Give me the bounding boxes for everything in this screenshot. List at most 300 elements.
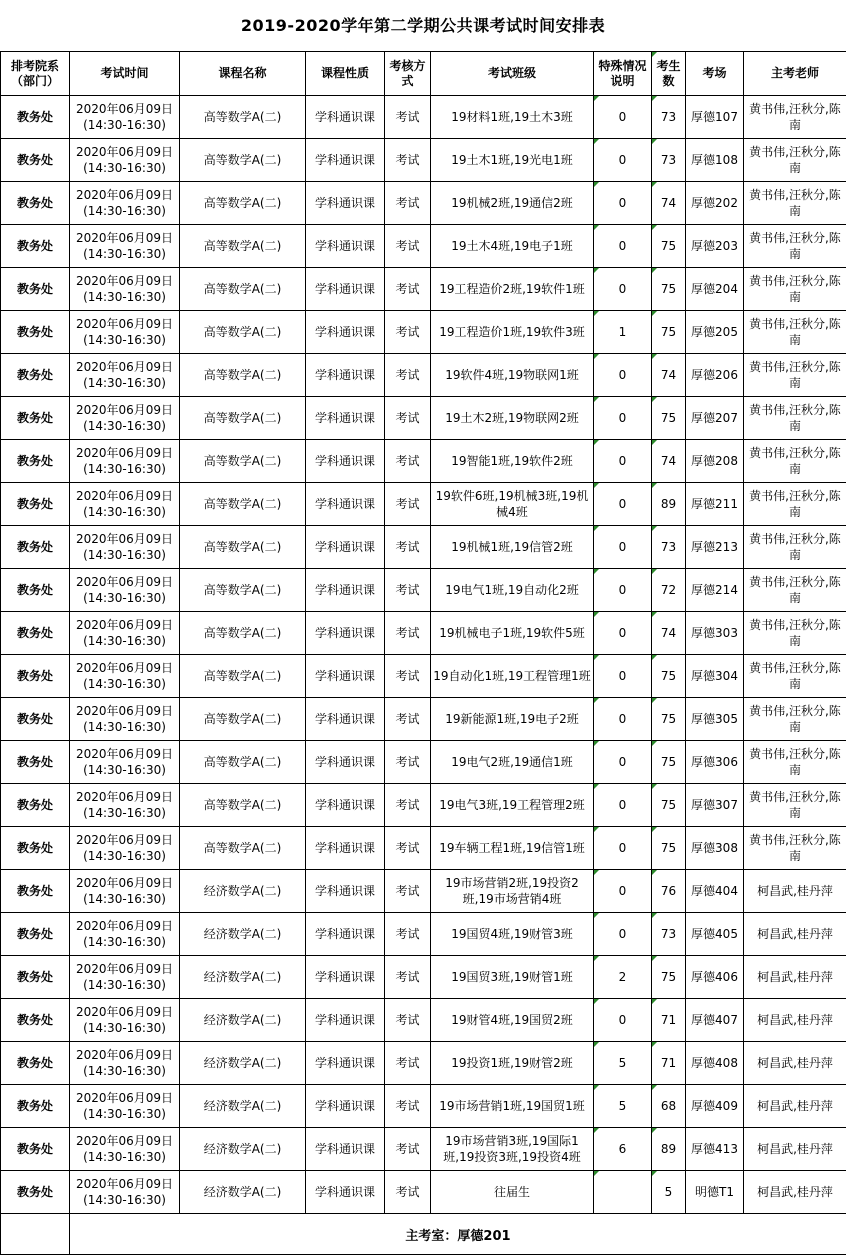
table-row — [1, 139, 846, 182]
cell-count: 89 — [652, 483, 686, 526]
cell-method: 考试 — [385, 741, 431, 784]
cell-dept: 教务处 — [1, 268, 70, 311]
table-row — [1, 96, 846, 139]
cell-room: 厚德208 — [686, 440, 744, 483]
cell-special: 0 — [594, 440, 652, 483]
cell-classes: 19工程造价1班,19软件3班 — [431, 311, 594, 354]
cell-course: 高等数学A(二) — [180, 612, 306, 655]
table-row — [1, 397, 846, 440]
cell-nature: 学科通识课 — [306, 913, 385, 956]
table-row — [1, 827, 846, 870]
cell-method: 考试 — [385, 1128, 431, 1171]
header-teacher: 主考老师 — [744, 52, 846, 96]
cell-time: 2020年06月09日 (14:30-16:30) — [70, 268, 180, 311]
cell-time: 2020年06月09日 (14:30-16:30) — [70, 1085, 180, 1128]
cell-classes: 19软件4班,19物联网1班 — [431, 354, 594, 397]
footer-row — [1, 1214, 846, 1255]
cell-method: 考试 — [385, 956, 431, 999]
cell-classes: 19国贸3班,19财管1班 — [431, 956, 594, 999]
cell-room: 厚德108 — [686, 139, 744, 182]
cell-special: 0 — [594, 96, 652, 139]
cell-room: 厚德407 — [686, 999, 744, 1042]
cell-classes: 19土木4班,19电子1班 — [431, 225, 594, 268]
header-course: 课程名称 — [180, 52, 306, 96]
cell-classes: 19软件6班,19机械3班,19机械4班 — [431, 483, 594, 526]
cell-nature: 学科通识课 — [306, 354, 385, 397]
cell-special: 0 — [594, 784, 652, 827]
cell-teacher: 柯昌武,桂丹萍 — [744, 913, 846, 956]
cell-method: 考试 — [385, 784, 431, 827]
cell-dept: 教务处 — [1, 612, 70, 655]
cell-classes: 19智能1班,19软件2班 — [431, 440, 594, 483]
cell-nature: 学科通识课 — [306, 139, 385, 182]
cell-special: 0 — [594, 354, 652, 397]
cell-method: 考试 — [385, 612, 431, 655]
cell-dept: 教务处 — [1, 1085, 70, 1128]
cell-room: 厚德307 — [686, 784, 744, 827]
cell-dept: 教务处 — [1, 698, 70, 741]
cell-count: 75 — [652, 827, 686, 870]
table-row — [1, 1042, 846, 1085]
cell-teacher: 柯昌武,桂丹萍 — [744, 999, 846, 1042]
cell-nature: 学科通识课 — [306, 612, 385, 655]
cell-course: 高等数学A(二) — [180, 268, 306, 311]
cell-time: 2020年06月09日 (14:30-16:30) — [70, 1128, 180, 1171]
table-row — [1, 1085, 846, 1128]
table-row — [1, 784, 846, 827]
cell-special: 5 — [594, 1042, 652, 1085]
cell-teacher: 黄书伟,汪秋分,陈南 — [744, 225, 846, 268]
table-row — [1, 483, 846, 526]
cell-time: 2020年06月09日 (14:30-16:30) — [70, 999, 180, 1042]
cell-time: 2020年06月09日 (14:30-16:30) — [70, 569, 180, 612]
cell-time: 2020年06月09日 (14:30-16:30) — [70, 354, 180, 397]
cell-time: 2020年06月09日 (14:30-16:30) — [70, 182, 180, 225]
header-dept: 排考院系（部门） — [1, 52, 70, 96]
cell-nature: 学科通识课 — [306, 268, 385, 311]
cell-teacher: 黄书伟,汪秋分,陈南 — [744, 440, 846, 483]
cell-room: 厚德206 — [686, 354, 744, 397]
cell-nature: 学科通识课 — [306, 569, 385, 612]
cell-teacher: 柯昌武,桂丹萍 — [744, 1171, 846, 1214]
cell-time: 2020年06月09日 (14:30-16:30) — [70, 784, 180, 827]
cell-teacher: 柯昌武,桂丹萍 — [744, 870, 846, 913]
table-row — [1, 440, 846, 483]
table-row — [1, 698, 846, 741]
cell-course: 高等数学A(二) — [180, 440, 306, 483]
cell-classes: 19机械电子1班,19软件5班 — [431, 612, 594, 655]
cell-room: 厚德207 — [686, 397, 744, 440]
cell-special: 0 — [594, 182, 652, 225]
cell-teacher: 柯昌武,桂丹萍 — [744, 956, 846, 999]
cell-teacher: 黄书伟,汪秋分,陈南 — [744, 612, 846, 655]
cell-course: 高等数学A(二) — [180, 655, 306, 698]
header-time: 考试时间 — [70, 52, 180, 96]
cell-nature: 学科通识课 — [306, 827, 385, 870]
cell-course: 高等数学A(二) — [180, 182, 306, 225]
cell-nature: 学科通识课 — [306, 96, 385, 139]
table-row — [1, 1128, 846, 1171]
cell-nature: 学科通识课 — [306, 741, 385, 784]
cell-nature: 学科通识课 — [306, 1042, 385, 1085]
cell-nature: 学科通识课 — [306, 784, 385, 827]
cell-course: 经济数学A(二) — [180, 1042, 306, 1085]
cell-dept: 教务处 — [1, 440, 70, 483]
cell-special: 6 — [594, 1128, 652, 1171]
cell-method: 考试 — [385, 569, 431, 612]
cell-dept: 教务处 — [1, 182, 70, 225]
cell-room: 厚德205 — [686, 311, 744, 354]
cell-teacher: 黄书伟,汪秋分,陈南 — [744, 354, 846, 397]
cell-dept: 教务处 — [1, 354, 70, 397]
cell-count: 75 — [652, 655, 686, 698]
cell-course: 高等数学A(二) — [180, 354, 306, 397]
cell-special: 0 — [594, 225, 652, 268]
cell-classes: 19财管4班,19国贸2班 — [431, 999, 594, 1042]
cell-nature: 学科通识课 — [306, 956, 385, 999]
cell-room: 厚德308 — [686, 827, 744, 870]
cell-dept: 教务处 — [1, 96, 70, 139]
table-row — [1, 225, 846, 268]
cell-classes: 19车辆工程1班,19信管1班 — [431, 827, 594, 870]
cell-course: 高等数学A(二) — [180, 569, 306, 612]
table-row — [1, 311, 846, 354]
cell-course: 高等数学A(二) — [180, 139, 306, 182]
cell-count: 5 — [652, 1171, 686, 1214]
cell-classes: 往届生 — [431, 1171, 594, 1214]
cell-special: 0 — [594, 655, 652, 698]
cell-time: 2020年06月09日 (14:30-16:30) — [70, 397, 180, 440]
cell-time: 2020年06月09日 (14:30-16:30) — [70, 440, 180, 483]
cell-special: 0 — [594, 999, 652, 1042]
cell-count: 73 — [652, 526, 686, 569]
cell-method: 考试 — [385, 397, 431, 440]
cell-course: 经济数学A(二) — [180, 1128, 306, 1171]
cell-nature: 学科通识课 — [306, 483, 385, 526]
cell-room: 厚德213 — [686, 526, 744, 569]
cell-special: 0 — [594, 698, 652, 741]
cell-teacher: 黄书伟,汪秋分,陈南 — [744, 182, 846, 225]
cell-count: 71 — [652, 999, 686, 1042]
cell-time: 2020年06月09日 (14:30-16:30) — [70, 956, 180, 999]
cell-course: 经济数学A(二) — [180, 999, 306, 1042]
cell-teacher: 黄书伟,汪秋分,陈南 — [744, 827, 846, 870]
cell-count: 72 — [652, 569, 686, 612]
cell-count: 71 — [652, 1042, 686, 1085]
cell-room: 明德T1 — [686, 1171, 744, 1214]
cell-method: 考试 — [385, 698, 431, 741]
header-method: 考核方式 — [385, 52, 431, 96]
cell-count: 74 — [652, 612, 686, 655]
cell-method: 考试 — [385, 268, 431, 311]
cell-method: 考试 — [385, 139, 431, 182]
cell-room: 厚德409 — [686, 1085, 744, 1128]
table-row — [1, 913, 846, 956]
cell-course: 高等数学A(二) — [180, 311, 306, 354]
cell-method: 考试 — [385, 526, 431, 569]
table-row — [1, 999, 846, 1042]
cell-special: 0 — [594, 569, 652, 612]
cell-teacher: 黄书伟,汪秋分,陈南 — [744, 268, 846, 311]
cell-special: 2 — [594, 956, 652, 999]
cell-classes: 19市场营销3班,19国际1班,19投资3班,19投资4班 — [431, 1128, 594, 1171]
cell-dept: 教务处 — [1, 913, 70, 956]
cell-count: 68 — [652, 1085, 686, 1128]
cell-count: 73 — [652, 913, 686, 956]
header-row — [1, 52, 846, 96]
cell-classes: 19自动化1班,19工程管理1班 — [431, 655, 594, 698]
cell-count: 75 — [652, 956, 686, 999]
cell-special: 0 — [594, 139, 652, 182]
table-row — [1, 526, 846, 569]
cell-method: 考试 — [385, 913, 431, 956]
table-body — [1, 96, 846, 1214]
cell-special: 0 — [594, 870, 652, 913]
cell-nature: 学科通识课 — [306, 1085, 385, 1128]
cell-count: 75 — [652, 311, 686, 354]
cell-dept: 教务处 — [1, 655, 70, 698]
cell-classes: 19电气1班,19自动化2班 — [431, 569, 594, 612]
cell-classes: 19土木1班,19光电1班 — [431, 139, 594, 182]
cell-count: 74 — [652, 182, 686, 225]
cell-special — [594, 1171, 652, 1214]
cell-special: 0 — [594, 268, 652, 311]
cell-room: 厚德405 — [686, 913, 744, 956]
cell-special: 0 — [594, 397, 652, 440]
cell-course: 高等数学A(二) — [180, 698, 306, 741]
cell-nature: 学科通识课 — [306, 526, 385, 569]
cell-classes: 19投资1班,19财管2班 — [431, 1042, 594, 1085]
cell-dept: 教务处 — [1, 784, 70, 827]
header-special: 特殊情况说明 — [594, 52, 652, 96]
cell-count: 89 — [652, 1128, 686, 1171]
cell-time: 2020年06月09日 (14:30-16:30) — [70, 698, 180, 741]
footer-cell — [70, 1214, 846, 1255]
cell-time: 2020年06月09日 (14:30-16:30) — [70, 139, 180, 182]
cell-method: 考试 — [385, 311, 431, 354]
cell-nature: 学科通识课 — [306, 397, 385, 440]
cell-classes: 19市场营销1班,19国贸1班 — [431, 1085, 594, 1128]
cell-room: 厚德413 — [686, 1128, 744, 1171]
cell-nature: 学科通识课 — [306, 655, 385, 698]
cell-classes: 19工程造价2班,19软件1班 — [431, 268, 594, 311]
cell-teacher: 黄书伟,汪秋分,陈南 — [744, 96, 846, 139]
cell-time: 2020年06月09日 (14:30-16:30) — [70, 225, 180, 268]
cell-dept: 教务处 — [1, 225, 70, 268]
cell-nature: 学科通识课 — [306, 225, 385, 268]
cell-special: 0 — [594, 526, 652, 569]
cell-method: 考试 — [385, 1042, 431, 1085]
cell-room: 厚德404 — [686, 870, 744, 913]
cell-course: 高等数学A(二) — [180, 741, 306, 784]
cell-nature: 学科通识课 — [306, 311, 385, 354]
cell-dept: 教务处 — [1, 311, 70, 354]
header-count: 考生数 — [652, 52, 686, 96]
cell-course: 经济数学A(二) — [180, 1085, 306, 1128]
cell-classes: 19机械2班,19通信2班 — [431, 182, 594, 225]
cell-room: 厚德305 — [686, 698, 744, 741]
cell-count: 75 — [652, 698, 686, 741]
table-row — [1, 956, 846, 999]
cell-count: 76 — [652, 870, 686, 913]
cell-teacher: 黄书伟,汪秋分,陈南 — [744, 526, 846, 569]
cell-count: 73 — [652, 96, 686, 139]
cell-course: 经济数学A(二) — [180, 913, 306, 956]
cell-teacher: 黄书伟,汪秋分,陈南 — [744, 569, 846, 612]
table-row — [1, 741, 846, 784]
cell-method: 考试 — [385, 655, 431, 698]
cell-nature: 学科通识课 — [306, 698, 385, 741]
cell-teacher: 黄书伟,汪秋分,陈南 — [744, 483, 846, 526]
exam-schedule-table — [0, 51, 846, 1255]
cell-time: 2020年06月09日 (14:30-16:30) — [70, 311, 180, 354]
cell-classes: 19材料1班,19土木3班 — [431, 96, 594, 139]
cell-special: 0 — [594, 827, 652, 870]
cell-method: 考试 — [385, 870, 431, 913]
cell-time: 2020年06月09日 (14:30-16:30) — [70, 96, 180, 139]
cell-course: 经济数学A(二) — [180, 1171, 306, 1214]
cell-time: 2020年06月09日 (14:30-16:30) — [70, 870, 180, 913]
cell-nature: 学科通识课 — [306, 182, 385, 225]
cell-room: 厚德204 — [686, 268, 744, 311]
cell-room: 厚德306 — [686, 741, 744, 784]
cell-teacher: 黄书伟,汪秋分,陈南 — [744, 655, 846, 698]
table-row — [1, 1171, 846, 1214]
header-room: 考场 — [686, 52, 744, 96]
cell-room: 厚德304 — [686, 655, 744, 698]
cell-count: 75 — [652, 741, 686, 784]
table-row — [1, 655, 846, 698]
cell-course: 高等数学A(二) — [180, 784, 306, 827]
header-classes: 考试班级 — [431, 52, 594, 96]
cell-method: 考试 — [385, 1171, 431, 1214]
cell-teacher: 黄书伟,汪秋分,陈南 — [744, 397, 846, 440]
cell-nature: 学科通识课 — [306, 1128, 385, 1171]
cell-time: 2020年06月09日 (14:30-16:30) — [70, 741, 180, 784]
cell-nature: 学科通识课 — [306, 999, 385, 1042]
cell-time: 2020年06月09日 (14:30-16:30) — [70, 827, 180, 870]
cell-dept: 教务处 — [1, 569, 70, 612]
cell-method: 考试 — [385, 96, 431, 139]
cell-count: 75 — [652, 268, 686, 311]
cell-teacher: 黄书伟,汪秋分,陈南 — [744, 784, 846, 827]
cell-room: 厚德406 — [686, 956, 744, 999]
cell-special: 0 — [594, 741, 652, 784]
cell-count: 74 — [652, 354, 686, 397]
table-row — [1, 182, 846, 225]
cell-method: 考试 — [385, 440, 431, 483]
cell-dept: 教务处 — [1, 870, 70, 913]
cell-dept: 教务处 — [1, 483, 70, 526]
cell-method: 考试 — [385, 354, 431, 397]
cell-nature: 学科通识课 — [306, 870, 385, 913]
table-row — [1, 354, 846, 397]
cell-room: 厚德211 — [686, 483, 744, 526]
cell-nature: 学科通识课 — [306, 440, 385, 483]
cell-room: 厚德214 — [686, 569, 744, 612]
cell-count: 74 — [652, 440, 686, 483]
cell-dept: 教务处 — [1, 526, 70, 569]
cell-room: 厚德202 — [686, 182, 744, 225]
cell-course: 高等数学A(二) — [180, 96, 306, 139]
cell-classes: 19电气2班,19通信1班 — [431, 741, 594, 784]
table-row — [1, 268, 846, 311]
cell-time: 2020年06月09日 (14:30-16:30) — [70, 612, 180, 655]
cell-count: 73 — [652, 139, 686, 182]
cell-time: 2020年06月09日 (14:30-16:30) — [70, 483, 180, 526]
cell-special: 0 — [594, 913, 652, 956]
cell-dept: 教务处 — [1, 397, 70, 440]
cell-classes: 19市场营销2班,19投资2班,19市场营销4班 — [431, 870, 594, 913]
table-row — [1, 870, 846, 913]
table-row — [1, 612, 846, 655]
cell-teacher: 黄书伟,汪秋分,陈南 — [744, 311, 846, 354]
cell-room: 厚德303 — [686, 612, 744, 655]
cell-count: 75 — [652, 225, 686, 268]
cell-method: 考试 — [385, 483, 431, 526]
cell-room: 厚德203 — [686, 225, 744, 268]
cell-course: 高等数学A(二) — [180, 483, 306, 526]
cell-special: 0 — [594, 612, 652, 655]
cell-dept: 教务处 — [1, 956, 70, 999]
main-exam-room: 主考室：厚德201 — [405, 1228, 511, 1244]
cell-method: 考试 — [385, 827, 431, 870]
cell-dept: 教务处 — [1, 1042, 70, 1085]
cell-time: 2020年06月09日 (14:30-16:30) — [70, 1171, 180, 1214]
cell-method: 考试 — [385, 225, 431, 268]
cell-dept: 教务处 — [1, 1128, 70, 1171]
cell-classes: 19电气3班,19工程管理2班 — [431, 784, 594, 827]
cell-room: 厚德107 — [686, 96, 744, 139]
cell-classes: 19机械1班,19信管2班 — [431, 526, 594, 569]
cell-classes: 19国贸4班,19财管3班 — [431, 913, 594, 956]
page-title: 2019-2020学年第二学期公共课考试时间安排表 — [240, 16, 606, 35]
cell-dept: 教务处 — [1, 139, 70, 182]
cell-nature: 学科通识课 — [306, 1171, 385, 1214]
cell-classes: 19土木2班,19物联网2班 — [431, 397, 594, 440]
cell-course: 经济数学A(二) — [180, 956, 306, 999]
cell-teacher: 黄书伟,汪秋分,陈南 — [744, 698, 846, 741]
cell-course: 高等数学A(二) — [180, 827, 306, 870]
cell-special: 1 — [594, 311, 652, 354]
cell-course: 高等数学A(二) — [180, 397, 306, 440]
cell-teacher: 柯昌武,桂丹萍 — [744, 1042, 846, 1085]
cell-method: 考试 — [385, 999, 431, 1042]
cell-teacher: 柯昌武,桂丹萍 — [744, 1128, 846, 1171]
cell-count: 75 — [652, 784, 686, 827]
cell-special: 0 — [594, 483, 652, 526]
cell-teacher: 黄书伟,汪秋分,陈南 — [744, 139, 846, 182]
table-row — [1, 569, 846, 612]
cell-course: 经济数学A(二) — [180, 870, 306, 913]
cell-course: 高等数学A(二) — [180, 526, 306, 569]
cell-dept: 教务处 — [1, 827, 70, 870]
cell-time: 2020年06月09日 (14:30-16:30) — [70, 526, 180, 569]
cell-time: 2020年06月09日 (14:30-16:30) — [70, 913, 180, 956]
cell-dept: 教务处 — [1, 999, 70, 1042]
cell-teacher: 柯昌武,桂丹萍 — [744, 1085, 846, 1128]
cell-method: 考试 — [385, 182, 431, 225]
cell-time: 2020年06月09日 (14:30-16:30) — [70, 1042, 180, 1085]
cell-dept: 教务处 — [1, 741, 70, 784]
header-nature: 课程性质 — [306, 52, 385, 96]
cell-teacher: 黄书伟,汪秋分,陈南 — [744, 741, 846, 784]
footer-empty-cell — [1, 1214, 70, 1255]
cell-classes: 19新能源1班,19电子2班 — [431, 698, 594, 741]
cell-count: 75 — [652, 397, 686, 440]
cell-room: 厚德408 — [686, 1042, 744, 1085]
cell-dept: 教务处 — [1, 1171, 70, 1214]
